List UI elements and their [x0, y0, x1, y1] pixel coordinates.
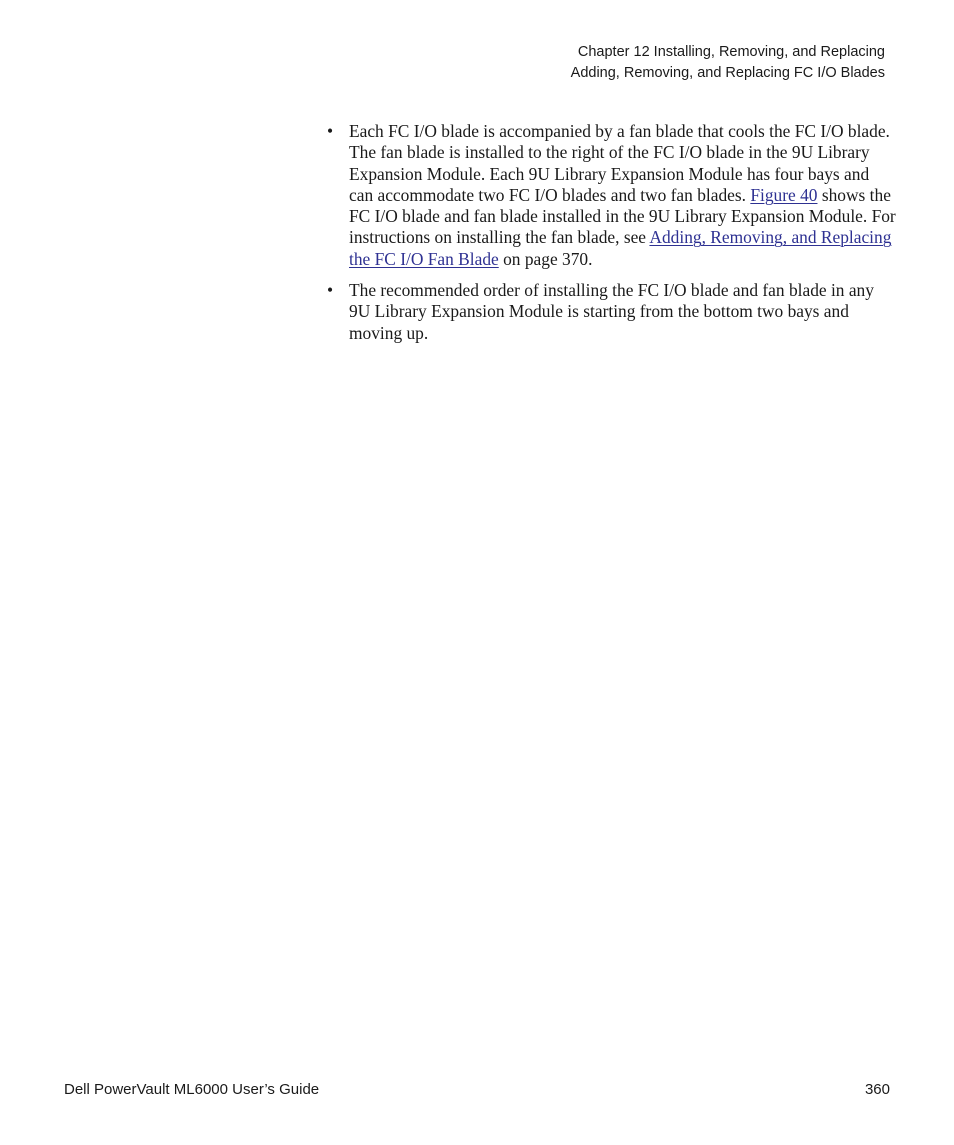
list-item	[324, 280, 896, 344]
list-item	[324, 121, 896, 270]
bullet-list	[324, 121, 896, 354]
paragraph-text: on page 370.	[498, 248, 593, 269]
figure-40-link[interactable]: Figure 40	[750, 184, 818, 205]
chapter-title: Chapter 12 Installing, Removing, and Replacing	[577, 44, 885, 60]
section-title: Adding, Removing, and Replacing FC I/O Blades	[570, 65, 885, 81]
paragraph-text: Each FC I/O blade is accompanied by a fan blade that cools the FC I/O blade. The fan blade is installed to the right of the FC I/O blade in the 9U Library Expansion Module. Each 9U Library Expansion Module has four bays and can accommodate two FC I/O blades and two fan blades.	[349, 121, 890, 205]
bullet-marker: •	[327, 280, 334, 301]
fan-blade-section-link[interactable]: Adding, Removing, and Replacing the FC I/O Fan Blade	[349, 227, 892, 269]
footer-guide-title: Dell PowerVault ML6000 User’s Guide	[64, 1081, 320, 1098]
running-header	[571, 42, 885, 84]
bullet-marker: •	[327, 121, 334, 141]
paragraph-text: shows the FC I/O blade and fan blade installed in the 9U Library Expansion Module. For instructions on installing the fan blade, see	[349, 184, 896, 248]
paragraph-text: The recommended order of installing the FC I/O blade and fan blade in any 9U Library Expansion Module is starting from the bottom two bays and moving up.	[349, 280, 874, 343]
page-number: 360	[864, 1081, 890, 1098]
